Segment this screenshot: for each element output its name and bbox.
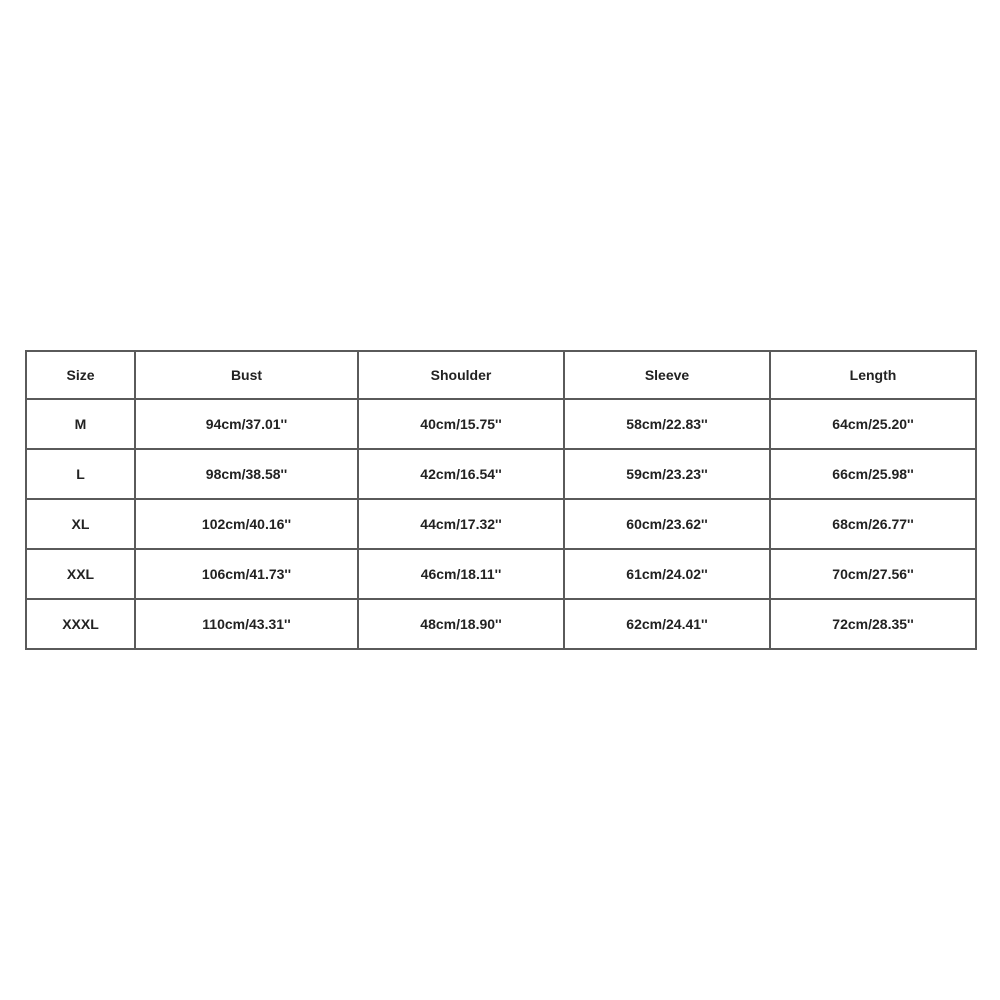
shoulder-cell: 46cm/18.11'' xyxy=(358,549,564,599)
size-cell: XXXL xyxy=(26,599,135,649)
length-cell: 70cm/27.56'' xyxy=(770,549,976,599)
sleeve-cell: 59cm/23.23'' xyxy=(564,449,770,499)
shoulder-cell: 48cm/18.90'' xyxy=(358,599,564,649)
size-chart-table xyxy=(25,350,977,650)
sleeve-cell: 62cm/24.41'' xyxy=(564,599,770,649)
table-row xyxy=(26,499,976,549)
header-shoulder: Shoulder xyxy=(358,351,564,399)
bust-cell: 98cm/38.58'' xyxy=(135,449,358,499)
header-size: Size xyxy=(26,351,135,399)
table-body xyxy=(26,399,976,649)
length-cell: 72cm/28.35'' xyxy=(770,599,976,649)
shoulder-cell: 40cm/15.75'' xyxy=(358,399,564,449)
table-row xyxy=(26,449,976,499)
header-bust: Bust xyxy=(135,351,358,399)
size-cell: M xyxy=(26,399,135,449)
header-row xyxy=(26,351,976,399)
size-cell: L xyxy=(26,449,135,499)
bust-cell: 110cm/43.31'' xyxy=(135,599,358,649)
sleeve-cell: 61cm/24.02'' xyxy=(564,549,770,599)
table-row xyxy=(26,399,976,449)
length-cell: 68cm/26.77'' xyxy=(770,499,976,549)
table-row xyxy=(26,599,976,649)
header-sleeve: Sleeve xyxy=(564,351,770,399)
shoulder-cell: 42cm/16.54'' xyxy=(358,449,564,499)
length-cell: 64cm/25.20'' xyxy=(770,399,976,449)
size-cell: XXL xyxy=(26,549,135,599)
shoulder-cell: 44cm/17.32'' xyxy=(358,499,564,549)
bust-cell: 102cm/40.16'' xyxy=(135,499,358,549)
sleeve-cell: 60cm/23.62'' xyxy=(564,499,770,549)
size-cell: XL xyxy=(26,499,135,549)
table-header xyxy=(26,351,976,399)
bust-cell: 94cm/37.01'' xyxy=(135,399,358,449)
table-row xyxy=(26,549,976,599)
length-cell: 66cm/25.98'' xyxy=(770,449,976,499)
bust-cell: 106cm/41.73'' xyxy=(135,549,358,599)
header-length: Length xyxy=(770,351,976,399)
sleeve-cell: 58cm/22.83'' xyxy=(564,399,770,449)
